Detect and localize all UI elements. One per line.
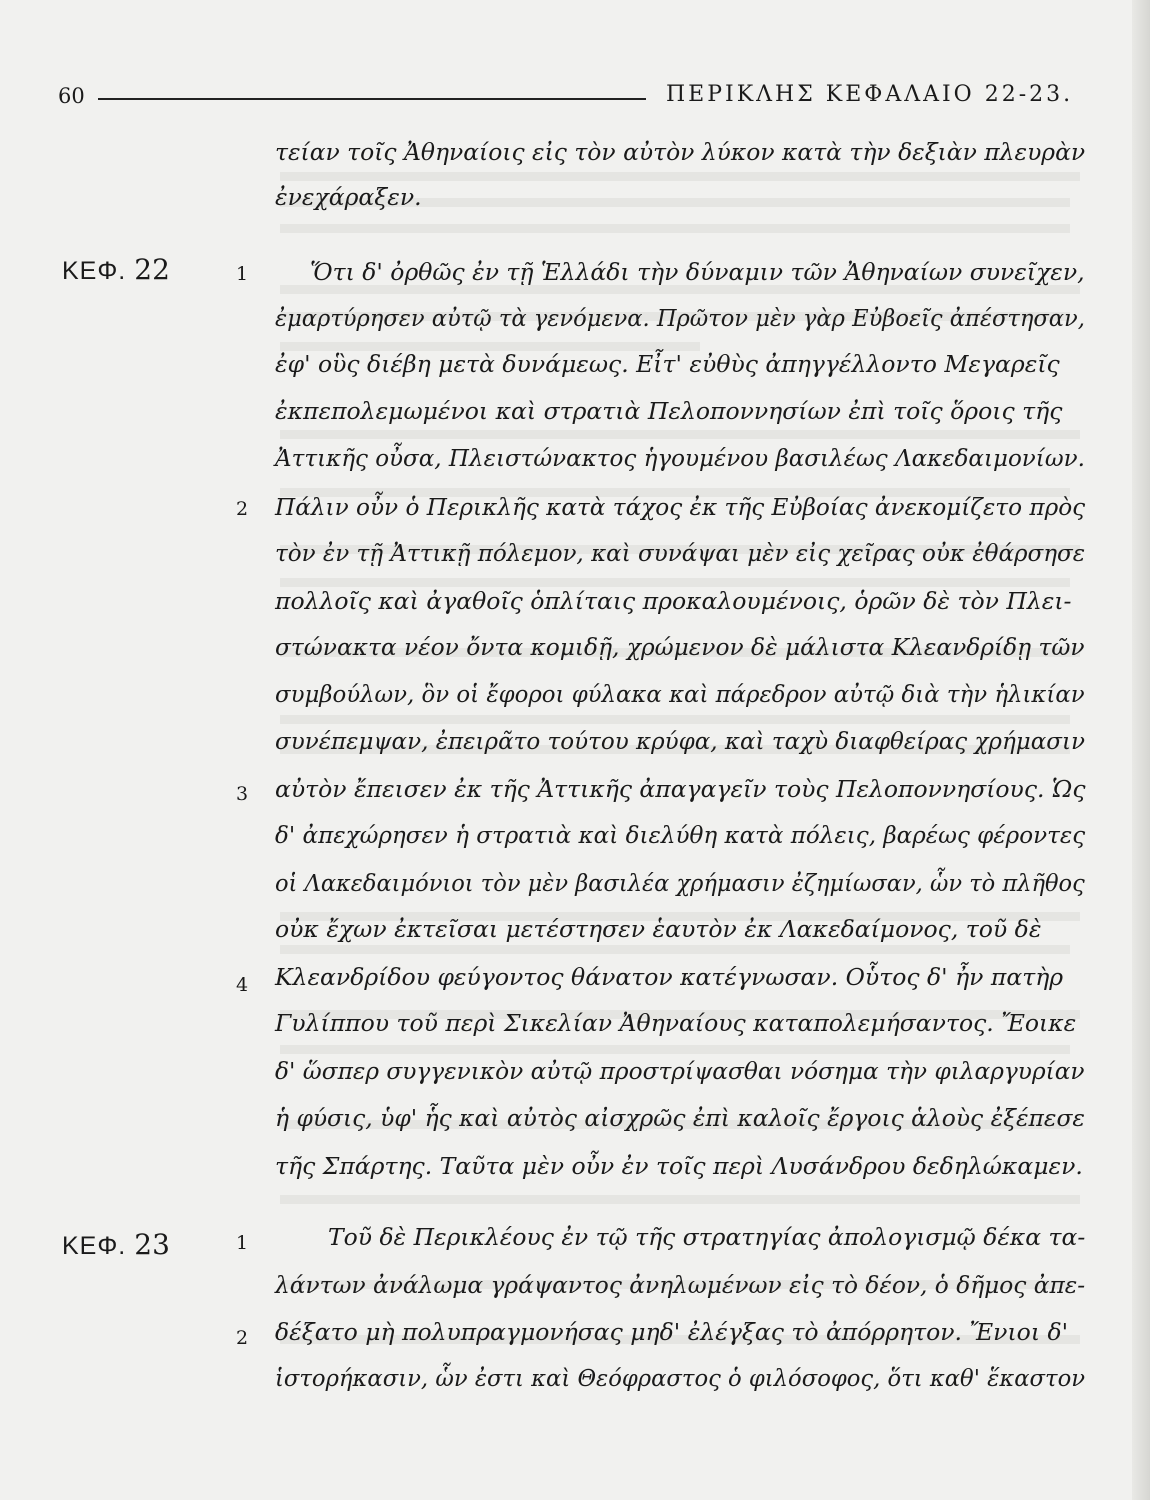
running-head: ΠΕΡΙΚΛΗΣ ΚΕΦΑΛΑΙΟ 22-23. [666, 82, 1074, 107]
text-line: Ὅτι δ' ὀρθῶς ἐν τῇ Ἑλλάδι τὴν δύναμιν τῶν Ἀθηναίων συνεῖχεν, [310, 258, 1085, 286]
section-number: 2 [236, 1327, 249, 1349]
text-line: λάντων ἀνάλωμα γράψαντος ἀνηλωμένων εἰς τὸ δέον, ὁ δῆμος ἀπε- [275, 1271, 1086, 1299]
text-line: δ' ἀπεχώρησεν ἡ στρατιὰ καὶ διελύθη κατὰ πόλεις, βαρέως φέροντες [275, 821, 1086, 849]
chapter-abbrev: ΚΕΦ. [62, 1232, 127, 1260]
chapter-number: 23 [134, 1228, 170, 1261]
section-number: 2 [236, 498, 249, 520]
text-line: ἐμαρτύρησεν αὐτῷ τὰ γενόμενα. Πρῶτον μὲν γὰρ Εὐβοεῖς ἀπέστησαν, [275, 304, 1085, 332]
text-line: δ' ὥσπερ συγγενικὸν αὐτῷ προστρίψασθαι νόσημα τὴν φιλαργυρίαν [275, 1057, 1085, 1085]
text-line: τείαν τοῖς Ἀθηναίοις εἰς τὸν αὐτὸν λύκον κατὰ τὴν δεξιὰν πλευρὰν [275, 138, 1086, 166]
section-number: 1 [236, 263, 249, 285]
text-line: τῆς Σπάρτης. Ταῦτα μὲν οὖν ἐν τοῖς περὶ Λυσάνδρου δεδηλώκαμεν. [275, 1152, 1083, 1180]
text-line: ἡ φύσις, ὑφ' ἧς καὶ αὐτὸς αἰσχρῶς ἐπὶ καλοῖς ἔργοις ἁλοὺς ἐξέπεσε [275, 1104, 1085, 1132]
text-line: Κλεανδρίδου φεύγοντος θάνατον κατέγνωσαν. Οὗτος δ' ἦν πατὴρ [275, 963, 1064, 991]
chapter-number: 22 [134, 253, 170, 286]
text-line: Γυλίππου τοῦ περὶ Σικελίαν Ἀθηναίους καταπολεμήσαντος. Ἔοικε [275, 1009, 1077, 1037]
text-line: αὐτὸν ἔπεισεν ἐκ τῆς Ἀττικῆς ἀπαγαγεῖν τοὺς Πελοποννησίους. Ὡς [275, 775, 1086, 803]
text-line: οὐκ ἔχων ἐκτεῖσαι μετέστησεν ἑαυτὸν ἐκ Λακεδαίμονος, τοῦ δὲ [275, 915, 1042, 943]
section-number: 3 [236, 783, 249, 805]
text-line: τὸν ἐν τῇ Ἀττικῇ πόλεμον, καὶ συνάψαι μὲν εἰς χεῖρας οὐκ ἐθάρσησε [275, 539, 1086, 567]
text-line: ἐφ' οὓς διέβη μετὰ δυνάμεως. Εἶτ' εὐθὺς ἀπηγγέλλοντο Μεγαρεῖς [275, 350, 1060, 378]
text-line: Τοῦ δὲ Περικλέους ἐν τῷ τῆς στρατηγίας ἀπολογισμῷ δέκα τα- [328, 1223, 1086, 1251]
text-line: συμβούλων, ὃν οἱ ἔφοροι φύλακα καὶ πάρεδρον αὐτῷ διὰ τὴν ἡλικίαν [275, 680, 1085, 708]
text-line: δέξατο μὴ πολυπραγμονήσας μηδ' ἐλέγξας τὸ ἀπόρρητον. Ἔνιοι δ' [275, 1318, 1069, 1346]
text-line: οἱ Λακεδαιμόνιοι τὸν μὲν βασιλέα χρήμασιν ἐζημίωσαν, ὧν τὸ πλῆθος [275, 869, 1085, 897]
text-line: Πάλιν οὖν ὁ Περικλῆς κατὰ τάχος ἐκ τῆς Εὐβοίας ἀνεκομίζετο πρὸς [275, 493, 1086, 521]
section-number: 4 [236, 974, 249, 996]
page-edge-shadow [1132, 0, 1150, 1500]
text-line: Ἀττικῆς οὖσα, Πλειστώνακτος ἡγουμένου βασιλέως Λακεδαιμονίων. [275, 444, 1085, 472]
chapter-abbrev: ΚΕΦ. [62, 257, 127, 285]
text-line: ἱστορήκασιν, ὧν ἐστι καὶ Θεόφραστος ὁ φιλόσοφος, ὅτι καθ' ἕκαστον [275, 1364, 1086, 1392]
text-line: στώνακτα νέον ὄντα κομιδῇ, χρώμενον δὲ μάλιστα Κλεανδρίδῃ τῶν [275, 633, 1085, 661]
text-line: συνέπεμψαν, ἐπειρᾶτο τούτου κρύφα, καὶ ταχὺ διαφθείρας χρήμασιν [275, 727, 1085, 755]
text-line: πολλοῖς καὶ ἀγαθοῖς ὁπλίταις προκαλουμένοις, ὁρῶν δὲ τὸν Πλει- [275, 587, 1072, 615]
header-rule [98, 98, 646, 100]
chapter-label-22 [62, 253, 170, 291]
text-line: ἐνεχάραξεν. [275, 183, 422, 211]
text-line: ἐκπεπολεμωμένοι καὶ στρατιὰ Πελοποννησίων ἐπὶ τοῖς ὅροις τῆς [275, 397, 1063, 425]
page-header [58, 80, 1088, 120]
section-number: 1 [236, 1232, 249, 1254]
page-number: 60 [58, 84, 85, 108]
chapter-label-23 [62, 1228, 170, 1266]
